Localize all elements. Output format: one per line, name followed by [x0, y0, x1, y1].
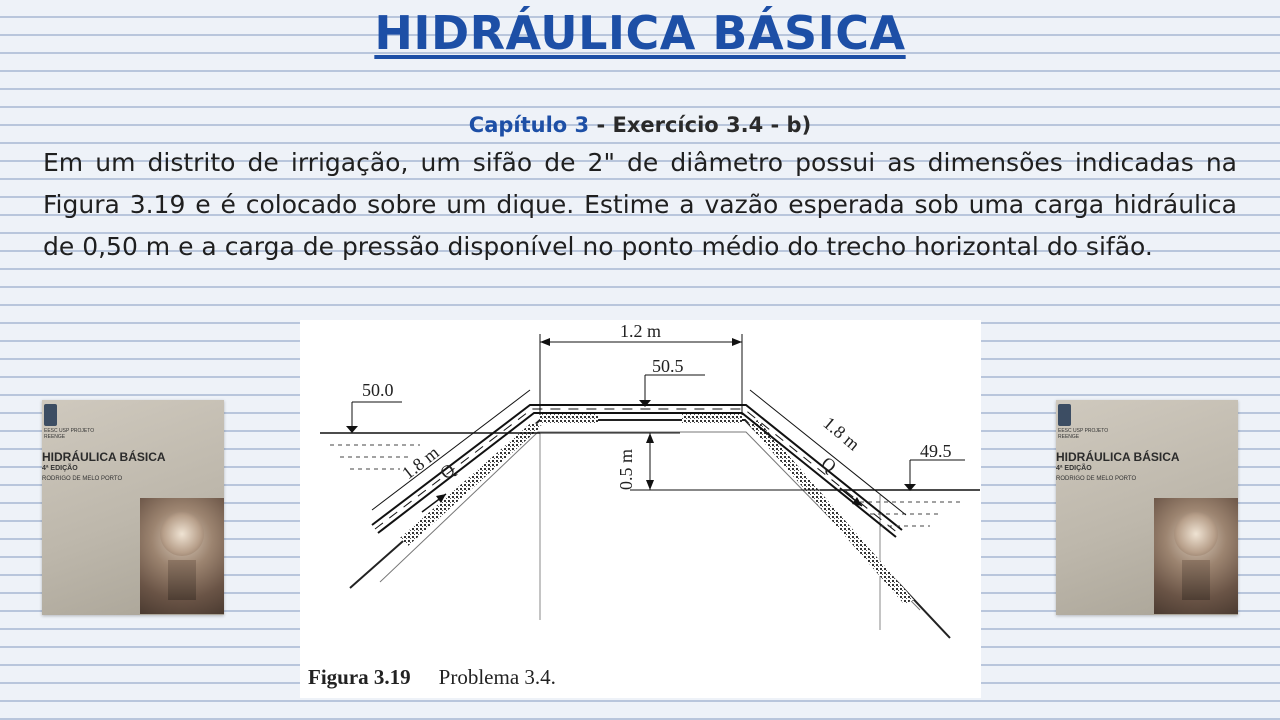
problem-statement: Em um distrito de irrigação, um sifão de 2" de diâmetro possui as dimensões indicadas na Figura 3.19 e é colocado sobre um dique. Estime a vazão esperada sob uma carga hidráulica de 0,50 m e a carga de pressão disponível no ponto médio do trecho horizontal do sifão.: [43, 148, 1237, 261]
university-logo-icon: [1058, 404, 1071, 426]
book-author: RODRIGO DE MELO PORTO: [42, 476, 123, 482]
gravel-left-slope: [400, 422, 542, 546]
height-label: 0.5 m: [616, 448, 636, 490]
page-title: HIDRÁULICA BÁSICA: [374, 6, 906, 60]
siphon-figure: [300, 320, 981, 698]
left-flow-label: Q: [436, 459, 459, 484]
gravel-crest-right: [682, 414, 742, 424]
right-flow-label: Q: [817, 452, 841, 477]
left-level-label: 50.0: [362, 380, 394, 400]
exercise-heading: [0, 110, 1280, 140]
gravel-right-slope: [748, 420, 914, 604]
figure-caption-text: Problema 3.4.: [438, 665, 556, 689]
university-logo-icon: [44, 404, 57, 426]
siphon-diagram: [300, 320, 981, 660]
gravel-crest-left: [540, 414, 598, 424]
right-level-label: 49.5: [920, 441, 952, 461]
book-publisher: EESC USP PROJETO REENGE: [44, 428, 95, 440]
exercise-label: - Exercício 3.4 - b): [589, 113, 812, 137]
fountain-image: [140, 498, 224, 614]
right-length-label: 1.8 m: [819, 412, 864, 455]
book-cover-left: [42, 400, 224, 615]
book-title: HIDRÁULICA BÁSICA: [42, 450, 166, 464]
left-length-label: 1.8 m: [398, 442, 443, 484]
book-edition: 4ª EDIÇÃO: [42, 465, 78, 472]
fountain-image: [1154, 498, 1238, 614]
book-edition: 4ª EDIÇÃO: [1056, 465, 1092, 472]
book-title: HIDRÁULICA BÁSICA: [1056, 450, 1180, 464]
chapter-label: Capítulo 3: [468, 113, 590, 137]
figure-caption-label: Figura 3.19: [308, 665, 411, 689]
left-level-triangle: [346, 426, 358, 433]
figure-caption: [308, 665, 556, 690]
book-publisher: EESC USP PROJETO REENGE: [1058, 428, 1109, 440]
top-level-label: 50.5: [652, 356, 684, 376]
top-span-label: 1.2 m: [620, 321, 662, 341]
book-author: RODRIGO DE MELO PORTO: [1056, 476, 1137, 482]
book-cover-right: [1056, 400, 1238, 615]
